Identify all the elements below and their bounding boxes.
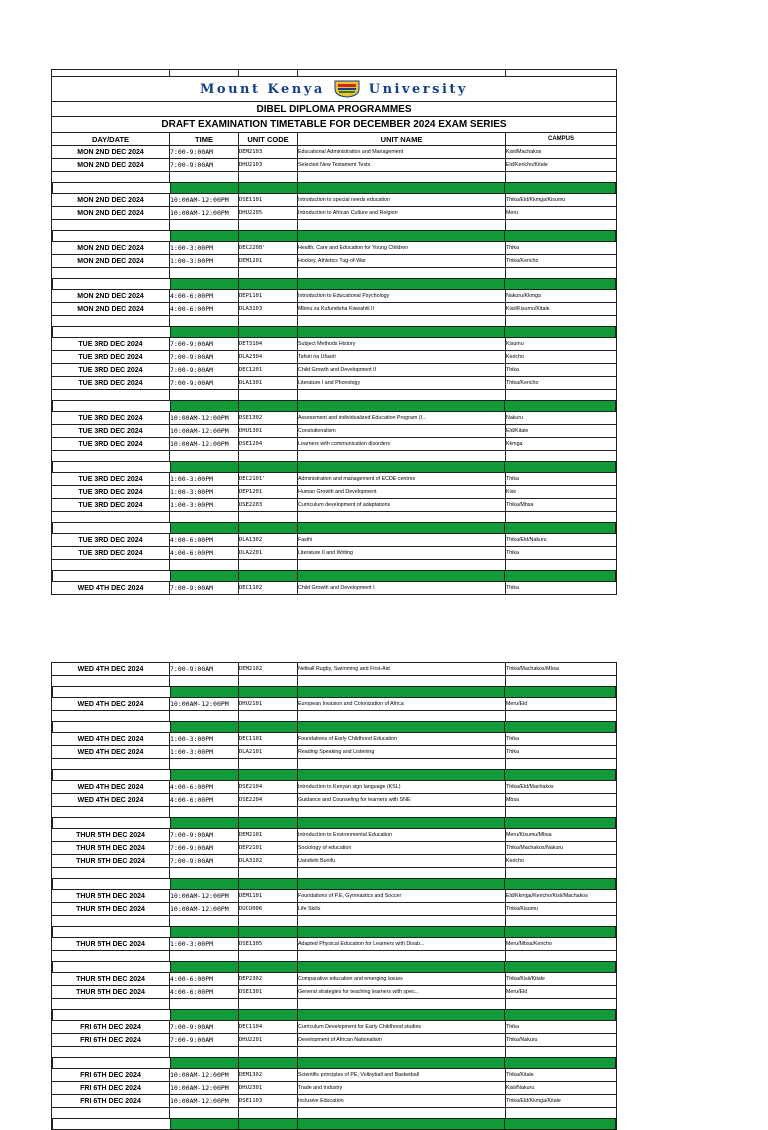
blank-row [51, 807, 617, 818]
time-cell: 1:00-3:00PM [169, 255, 238, 267]
time-cell: 1:00-3:00PM [169, 242, 238, 254]
time-cell: 7:00-9:00AM [169, 842, 238, 854]
time-cell: 4:00-6:00PM [169, 973, 238, 985]
table-row [51, 486, 617, 499]
table-row [51, 1069, 617, 1082]
unit-code-cell: DSE1301 [238, 986, 297, 998]
programme-title: DIBEL DIPLOMA PROGRAMMES [51, 102, 617, 117]
unit-code-cell: DHU2205 [238, 207, 297, 219]
time-cell: 10:00AM-12:00PM [169, 438, 238, 450]
timetable-body-1 [51, 146, 617, 595]
table-row [51, 938, 617, 951]
table-row [51, 499, 617, 512]
time-cell: 7:00-9:00AM [169, 1034, 238, 1046]
table-row [51, 733, 617, 746]
campus-cell: Kisii/Machakos [505, 146, 617, 158]
unit-name-cell: Inclusive Education [297, 1095, 505, 1107]
unit-name-cell: Educational Administration and Management [297, 146, 505, 158]
unit-code-cell: DEM1302 [238, 1069, 297, 1081]
green-separator-row [51, 1058, 617, 1069]
column-header-name: UNIT NAME [297, 133, 505, 145]
day-cell: TUE 3RD DEC 2024 [51, 425, 169, 437]
campus-cell: Thika/Mbsa [505, 499, 617, 511]
unit-name-cell: Netball Rugby, Swimming and First-Aid [297, 663, 505, 675]
green-separator-row [51, 231, 617, 242]
blank-row [51, 759, 617, 770]
blank-row [51, 951, 617, 962]
unit-code-cell: DLA2304 [238, 351, 297, 363]
time-cell: 10:00AM-12:00PM [169, 194, 238, 206]
table-row [51, 1034, 617, 1047]
unit-name-cell: Foundations of Early Childhood Education [297, 733, 505, 745]
unit-code-cell: DHU2101 [238, 698, 297, 710]
unit-code-cell: DLA3103 [238, 303, 297, 315]
blank-row [51, 868, 617, 879]
university-name-right: University [368, 81, 468, 97]
campus-cell: Thika/Kisii/Kitale [505, 973, 617, 985]
day-cell: FRI 6TH DEC 2024 [51, 1082, 169, 1094]
table-row [51, 746, 617, 759]
unit-code-cell: DSE1305 [238, 938, 297, 950]
table-row [51, 781, 617, 794]
campus-cell: Kericho [505, 855, 617, 867]
unit-name-cell: Foundations of P.E, Gymnastics and Soccer [297, 890, 505, 902]
day-cell: TUE 3RD DEC 2024 [51, 499, 169, 511]
table-row [51, 582, 617, 595]
unit-name-cell: Introduction to African Culture and Relgion [297, 207, 505, 219]
unit-name-cell: Reading Speaking and Listening [297, 746, 505, 758]
unit-name-cell: Guidance and Counseling for learners with SNE [297, 794, 505, 806]
day-cell: THUR 5TH DEC 2024 [51, 938, 169, 950]
blank-row [51, 1047, 617, 1058]
unit-code-cell: DEM2102 [238, 663, 297, 675]
day-cell: THUR 5TH DEC 2024 [51, 855, 169, 867]
campus-cell: Kkmga [505, 438, 617, 450]
campus-cell: Thika [505, 473, 617, 485]
table-row [51, 438, 617, 451]
green-separator-row [51, 722, 617, 733]
unit-name-cell: Sociology of education [297, 842, 505, 854]
unit-code-cell: DSE1204 [238, 438, 297, 450]
unit-name-cell: Uandishi Bunifu [297, 855, 505, 867]
day-cell: TUE 3RD DEC 2024 [51, 438, 169, 450]
table-row [51, 1082, 617, 1095]
table-row [51, 973, 617, 986]
campus-cell: Thika/Kitale [505, 1069, 617, 1081]
green-separator-row [51, 523, 617, 534]
table-row [51, 146, 617, 159]
campus-cell: Meru/Kisumu/Mbsa [505, 829, 617, 841]
blank-row [51, 316, 617, 327]
unit-code-cell: DEC1101 [238, 733, 297, 745]
table-row [51, 794, 617, 807]
timetable-page-2 [51, 662, 617, 1130]
table-row [51, 425, 617, 438]
green-separator-row [51, 327, 617, 338]
day-cell: WED 4TH DEC 2024 [51, 663, 169, 675]
blank-row [51, 390, 617, 401]
unit-name-cell: Fasihi [297, 534, 505, 546]
day-cell: THUR 5TH DEC 2024 [51, 842, 169, 854]
time-cell: 7:00-9:00AM [169, 351, 238, 363]
day-cell: THUR 5TH DEC 2024 [51, 973, 169, 985]
day-cell: WED 4TH DEC 2024 [51, 746, 169, 758]
unit-name-cell: Selected New Testament Texts [297, 159, 505, 171]
unit-name-cell: Assessment and individualized Education Program (I... [297, 412, 505, 424]
table-row [51, 303, 617, 316]
unit-name-cell: Administration and management of ECDE centres [297, 473, 505, 485]
unit-code-cell: DLA1301 [238, 377, 297, 389]
table-row [51, 290, 617, 303]
day-cell: TUE 3RD DEC 2024 [51, 338, 169, 350]
unit-code-cell: DEM1101 [238, 890, 297, 902]
unit-name-cell: Hockey, Athletics Tug-of-War [297, 255, 505, 267]
table-row [51, 242, 617, 255]
green-separator-row [51, 687, 617, 698]
day-cell: MON 2ND DEC 2024 [51, 242, 169, 254]
unit-name-cell: Introduction to special needs education [297, 194, 505, 206]
day-cell: FRI 6TH DEC 2024 [51, 1095, 169, 1107]
unit-name-cell: Tafsiri na Ufasiri [297, 351, 505, 363]
table-row [51, 338, 617, 351]
green-separator-row [51, 770, 617, 781]
unit-code-cell: DEP1201 [238, 486, 297, 498]
unit-code-cell: DET3104 [238, 338, 297, 350]
unit-code-cell: DLA2201 [238, 547, 297, 559]
campus-cell: Thika/Machakos/Mbsa [505, 663, 617, 675]
blank-row [51, 220, 617, 231]
day-cell: TUE 3RD DEC 2024 [51, 377, 169, 389]
unit-name-cell: General strategies for teaching learners with spec... [297, 986, 505, 998]
unit-name-cell: Health, Care and Education for Young Children [297, 242, 505, 254]
day-cell: FRI 6TH DEC 2024 [51, 1021, 169, 1033]
campus-cell: Thika [505, 242, 617, 254]
unit-code-cell: DEM2103 [238, 146, 297, 158]
campus-cell: Kericho [505, 351, 617, 363]
unit-code-cell: DHU2201 [238, 1034, 297, 1046]
day-cell: MON 2ND DEC 2024 [51, 303, 169, 315]
unit-code-cell: DEC1104 [238, 1021, 297, 1033]
blank-row [51, 451, 617, 462]
day-cell: MON 2ND DEC 2024 [51, 255, 169, 267]
campus-cell: Kisumu [505, 338, 617, 350]
table-row [51, 534, 617, 547]
green-separator-row [51, 571, 617, 582]
time-cell: 4:00-6:00PM [169, 534, 238, 546]
time-cell: 1:00-3:00PM [169, 486, 238, 498]
day-cell: THUR 5TH DEC 2024 [51, 986, 169, 998]
green-separator-row [51, 879, 617, 890]
campus-cell: Nakuru/Kkmga [505, 290, 617, 302]
unit-code-cell: DLA1302 [238, 534, 297, 546]
day-cell: THUR 5TH DEC 2024 [51, 890, 169, 902]
day-cell: FRI 6TH DEC 2024 [51, 1034, 169, 1046]
time-cell: 7:00-9:00AM [169, 159, 238, 171]
campus-cell: Thika [505, 746, 617, 758]
unit-code-cell: DEC1102 [238, 582, 297, 594]
unit-code-cell: DEP2302 [238, 973, 297, 985]
unit-code-cell: DEC2208' [238, 242, 297, 254]
unit-name-cell: Life Skills [297, 903, 505, 915]
time-cell: 7:00-9:00AM [169, 855, 238, 867]
unit-code-cell: DHU2301 [238, 1082, 297, 1094]
unit-code-cell: DEC1201 [238, 364, 297, 376]
campus-cell: Kisii/Nakuru [505, 1082, 617, 1094]
campus-cell: Eld/Kericho/Kitale [505, 159, 617, 171]
green-separator-row [51, 401, 617, 412]
green-separator-row [51, 1010, 617, 1021]
unit-code-cell: DUCU006 [238, 903, 297, 915]
day-cell: TUE 3RD DEC 2024 [51, 473, 169, 485]
day-cell: TUE 3RD DEC 2024 [51, 547, 169, 559]
day-cell: TUE 3RD DEC 2024 [51, 486, 169, 498]
unit-name-cell: Learners with communication disorders [297, 438, 505, 450]
time-cell: 1:00-3:00PM [169, 473, 238, 485]
campus-cell: Meru/Mbsa/Kericho [505, 938, 617, 950]
time-cell: 1:00-3:00PM [169, 746, 238, 758]
day-cell: WED 4TH DEC 2024 [51, 794, 169, 806]
unit-name-cell: Introduction to Kenyan sign language (KSL) [297, 781, 505, 793]
time-cell: 7:00-9:00AM [169, 829, 238, 841]
day-cell: TUE 3RD DEC 2024 [51, 364, 169, 376]
unit-code-cell: DEM2101 [238, 829, 297, 841]
university-crest-icon [333, 80, 361, 98]
green-separator-row [51, 279, 617, 290]
campus-cell: Kisii/Kisumu/Kitale [505, 303, 617, 315]
table-row [51, 351, 617, 364]
blank-row [51, 1108, 617, 1119]
campus-cell: Thika/Nakuru [505, 1034, 617, 1046]
table-row [51, 842, 617, 855]
unit-code-cell: DEP1101 [238, 290, 297, 302]
time-cell: 10:00AM-12:00PM [169, 698, 238, 710]
unit-name-cell: European Invasion and Colonization of Africa [297, 698, 505, 710]
time-cell: 4:00-6:00PM [169, 781, 238, 793]
unit-name-cell: Trade and Industry [297, 1082, 505, 1094]
campus-cell: Mbsa [505, 794, 617, 806]
table-row [51, 255, 617, 268]
blank-row [51, 916, 617, 927]
day-cell: WED 4TH DEC 2024 [51, 698, 169, 710]
unit-name-cell: Child Growth and Development I [297, 582, 505, 594]
timetable-page-1 [51, 69, 617, 595]
table-row [51, 547, 617, 560]
table-row [51, 207, 617, 220]
time-cell: 10:00AM-12:00PM [169, 1082, 238, 1094]
day-cell: MON 2ND DEC 2024 [51, 146, 169, 158]
column-header-day: DAY/DATE [51, 133, 169, 145]
time-cell: 10:00AM-12:00PM [169, 412, 238, 424]
table-row [51, 855, 617, 868]
time-cell: 4:00-6:00PM [169, 986, 238, 998]
campus-cell: Thika/Eld/Machakos [505, 781, 617, 793]
unit-code-cell: DLA3102 [238, 855, 297, 867]
unit-code-cell: DEC2101' [238, 473, 297, 485]
blank-row [51, 711, 617, 722]
column-header-code: UNIT CODE [238, 133, 297, 145]
campus-cell: Thika [505, 547, 617, 559]
unit-code-cell: DLA2101 [238, 746, 297, 758]
day-cell: WED 4TH DEC 2024 [51, 733, 169, 745]
table-row [51, 377, 617, 390]
time-cell: 1:00-3:00PM [169, 733, 238, 745]
unit-code-cell: DEP2101 [238, 842, 297, 854]
campus-cell: Thika/Eld/Nakuru [505, 534, 617, 546]
blank-row [51, 512, 617, 523]
time-cell: 7:00-9:00AM [169, 338, 238, 350]
campus-cell: Kisii [505, 486, 617, 498]
green-separator-row [51, 183, 617, 194]
column-header-campus: CAMPUS [505, 133, 617, 145]
unit-code-cell: DSE1302 [238, 412, 297, 424]
campus-cell: Thika [505, 364, 617, 376]
day-cell: MON 2ND DEC 2024 [51, 290, 169, 302]
table-row [51, 159, 617, 172]
time-cell: 4:00-6:00PM [169, 794, 238, 806]
day-cell: MON 2ND DEC 2024 [51, 194, 169, 206]
day-cell: TUE 3RD DEC 2024 [51, 534, 169, 546]
blank-row [51, 172, 617, 183]
unit-code-cell: DSE1101 [238, 194, 297, 206]
campus-cell: Eld/Kitale [505, 425, 617, 437]
table-row [51, 986, 617, 999]
campus-cell: Thika [505, 733, 617, 745]
time-cell: 10:00AM-12:00PM [169, 1095, 238, 1107]
unit-name-cell: Scientific principles of PE, Volleyball and Basketball [297, 1069, 505, 1081]
time-cell: 1:00-3:00PM [169, 938, 238, 950]
unit-name-cell: Subject Methods History [297, 338, 505, 350]
campus-cell: Thika/Machakos/Nakuru [505, 842, 617, 854]
day-cell: FRI 6TH DEC 2024 [51, 1069, 169, 1081]
time-cell: 7:00-9:00AM [169, 146, 238, 158]
table-row [51, 903, 617, 916]
unit-name-cell: Introduction to Educational Psychology [297, 290, 505, 302]
day-cell: THUR 5TH DEC 2024 [51, 903, 169, 915]
unit-code-cell: DSE2104 [238, 781, 297, 793]
time-cell: 4:00-6:00PM [169, 290, 238, 302]
blank-row [51, 268, 617, 279]
unit-code-cell: DSE1103 [238, 1095, 297, 1107]
table-row [51, 194, 617, 207]
university-name-left: Mount Kenya [200, 81, 325, 97]
blank-row [51, 676, 617, 687]
table-row [51, 364, 617, 377]
day-cell: TUE 3RD DEC 2024 [51, 351, 169, 363]
table-row [51, 890, 617, 903]
green-separator-row [51, 1119, 617, 1130]
day-cell: WED 4TH DEC 2024 [51, 582, 169, 594]
time-cell: 10:00AM-12:00PM [169, 425, 238, 437]
time-cell: 7:00-9:00AM [169, 582, 238, 594]
unit-name-cell: Mbinu za Kufundisha Kiswahili II [297, 303, 505, 315]
table-row [51, 473, 617, 486]
blank-row [51, 999, 617, 1010]
blank-row [51, 560, 617, 571]
column-header-row [51, 133, 617, 146]
day-cell: MON 2ND DEC 2024 [51, 159, 169, 171]
campus-cell: Thika [505, 582, 617, 594]
unit-name-cell: Curriculum Development for Early Childhood studies [297, 1021, 505, 1033]
day-cell: TUE 3RD DEC 2024 [51, 412, 169, 424]
time-cell: 7:00-9:00AM [169, 364, 238, 376]
time-cell: 10:00AM-12:00PM [169, 890, 238, 902]
campus-cell: Thika/Eld/Kkmga/Kitale [505, 1095, 617, 1107]
unit-name-cell: Comparative education and emerging issues [297, 973, 505, 985]
time-cell: 10:00AM-12:00PM [169, 903, 238, 915]
university-logo-row [51, 77, 617, 102]
unit-name-cell: Literature I and Phonology [297, 377, 505, 389]
unit-name-cell: Development of African Nationalism [297, 1034, 505, 1046]
table-row [51, 829, 617, 842]
time-cell: 10:00AM-12:00PM [169, 1069, 238, 1081]
unit-code-cell: DHU1301 [238, 425, 297, 437]
time-cell: 7:00-9:00AM [169, 377, 238, 389]
time-cell: 10:00AM-12:00PM [169, 207, 238, 219]
unit-code-cell: DHU2103 [238, 159, 297, 171]
green-separator-row [51, 962, 617, 973]
unit-code-cell: DEM1201 [238, 255, 297, 267]
unit-name-cell: Literature II and Writing [297, 547, 505, 559]
table-row [51, 663, 617, 676]
campus-cell: Thika [505, 1021, 617, 1033]
table-row [51, 1021, 617, 1034]
campus-cell: Thika/Kericho [505, 377, 617, 389]
campus-cell: Thika/Kisumu [505, 903, 617, 915]
unit-name-cell: Curriculum development of adaptations [297, 499, 505, 511]
timetable-subtitle: DRAFT EXAMINATION TIMETABLE FOR DECEMBER 2024 EXAM SERIES [51, 117, 617, 133]
table-row [51, 698, 617, 711]
time-cell: 1:00-3:00PM [169, 499, 238, 511]
timetable-body-2 [51, 663, 617, 1130]
unit-name-cell: Child Growth and Development II [297, 364, 505, 376]
time-cell: 4:00-6:00PM [169, 547, 238, 559]
unit-code-cell: DSE2204 [238, 794, 297, 806]
campus-cell: Meru/Eld [505, 698, 617, 710]
unit-code-cell: DSE2203 [238, 499, 297, 511]
time-cell: 4:00-6:00PM [169, 303, 238, 315]
unit-name-cell: Introduction to Environmental Education [297, 829, 505, 841]
campus-cell: Thika/Kericho [505, 255, 617, 267]
table-row [51, 412, 617, 425]
day-cell: THUR 5TH DEC 2024 [51, 829, 169, 841]
table-row [51, 1095, 617, 1108]
day-cell: MON 2ND DEC 2024 [51, 207, 169, 219]
campus-cell: Meru/Eld [505, 986, 617, 998]
unit-name-cell: Human Growth and Development [297, 486, 505, 498]
green-separator-row [51, 462, 617, 473]
time-cell: 7:00-9:00AM [169, 663, 238, 675]
time-cell: 7:00-9:00AM [169, 1021, 238, 1033]
day-cell: WED 4TH DEC 2024 [51, 781, 169, 793]
campus-cell: Eld/Kkmga/Kericho/Kisii/Machakos [505, 890, 617, 902]
empty-top-row [51, 69, 617, 77]
unit-name-cell: Constutionalism [297, 425, 505, 437]
column-header-time: TIME [169, 133, 238, 145]
green-separator-row [51, 818, 617, 829]
campus-cell: Nakuru [505, 412, 617, 424]
green-separator-row [51, 927, 617, 938]
campus-cell: Thika/Eld/Kkmga/Kisumu [505, 194, 617, 206]
campus-cell: Meru [505, 207, 617, 219]
unit-name-cell: Adapted Physical Education for Learners with Disab... [297, 938, 505, 950]
